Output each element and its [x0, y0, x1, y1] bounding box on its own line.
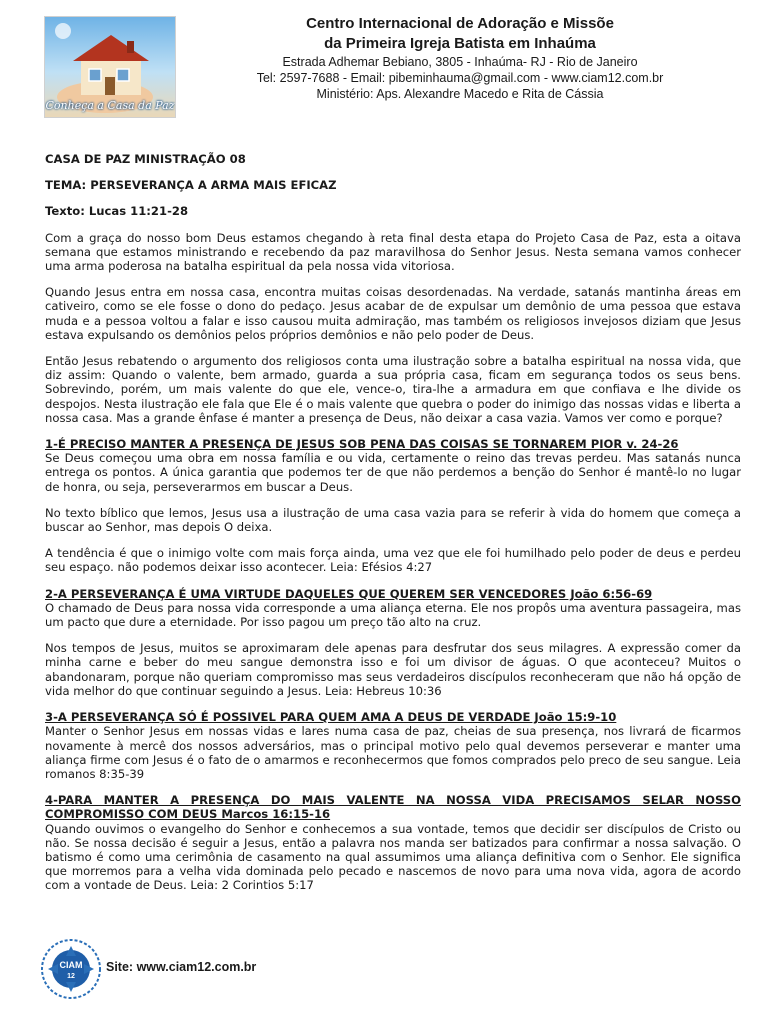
church-name-line1: Centro Internacional de Adoração e Missõe	[306, 15, 614, 32]
document-text-reference: Texto: Lucas 11:21-28	[45, 204, 189, 219]
section-title: 1-É PRECISO MANTER A PRESENÇA DE JESUS SOB PENA DAS COISAS SE TORNAREM PIOR v. 24-26	[45, 437, 679, 452]
page-footer	[40, 938, 340, 1002]
section-paragraph: No texto bíblico que lemos, Jesus usa a ilustração de uma casa vazia para se referir à vida do homem que começa a buscar ao Senhor, mas depois O deixa.	[45, 505, 741, 535]
church-info	[180, 14, 740, 102]
church-name-line2: da Primeira Igreja Batista em Inhaúma	[324, 35, 596, 52]
section-paragraph: A tendência é que o inimigo volte com mais força ainda, uma vez que ele foi humilhado pelo poder de deus e perdeu seu espaço. não podemos deixar isso acontecer. Leia: Efésios 4:27	[45, 546, 741, 575]
church-address: Estrada Adhemar Bebiano, 3805 - Inhaúma- RJ - Rio de Janeiro	[282, 55, 638, 69]
section-title: 4-PARA MANTER A PRESENÇA DO MAIS VALENTE NA NOSSA VIDA PRECISAMOS SELAR NOSSO COMPROMISSO COM DEUS Marcos 16:15-16	[45, 793, 741, 822]
logo-caption: Conheça a Casa da Paz	[45, 99, 175, 112]
document-body	[45, 152, 741, 905]
church-contact: Tel: 2597-7688 - Email: pibeminhauma@gmail.com - www.ciam12.com.br	[256, 71, 664, 85]
section-paragraph: Quando ouvimos o evangelho do Senhor e conhecemos a sua vontade, temos que decidir ser discípulos de Cristo ou não. Se nossa decisão é seguir a Jesus, então a palavra nos manda ser batizados para confirmar a nossa salvação. O batismo é como uma cerimônia de casamento na qual assumimos uma aliança definitiva com o Senhor. Ele significa que morremos para a velha vida dominada pelo pecado e nascemos de novo para uma nova vida, agora de acordo com a vontade de Deus. Leia: 2 Corintios 5:17	[45, 821, 741, 893]
seal-number: 12	[67, 973, 75, 980]
section-paragraph: Se Deus começou uma obra em nossa família e ou vida, certamente o reino das trevas perdeu. Mas satanás nunca entrega os pontos. A única garantia que podemos ter de que não perdemos a benção do Senhor é mantê-lo no lugar de honra, ou seja, perseverarmos em buscar a Deus.	[45, 451, 741, 494]
site-line	[106, 960, 256, 974]
site-url-link[interactable]: www.ciam12.com.br	[136, 960, 257, 974]
page-header	[44, 14, 734, 118]
section-paragraph: O chamado de Deus para nossa vida corresponde a uma aliança eterna. Ele nos propôs uma aventura passageira, mas um pacto que dure a eternidade. Por isso pagou um preço tão alto na cruz.	[45, 600, 741, 630]
casa-de-paz-logo	[44, 16, 176, 118]
section-paragraph: Manter o Senhor Jesus em nossas vidas e lares numa casa de paz, cheias de sua presença, nos livrará de ficarmos novamente à mercê dos nossos adversários, mas o principal motivo pelo qual devemos perseverar e manter uma aliança firme com Jesus é o fato de o amarmos e reconhecermos que fomos comprados pelo preco de seu sangue. Leia romanos 8:35-39	[45, 724, 741, 781]
seal-text: CIAM	[59, 960, 83, 970]
document-theme: TEMA: PERSEVERANÇA A ARMA MAIS EFICAZ	[45, 178, 337, 193]
document-heading: CASA DE PAZ MINISTRAÇÃO 08	[45, 152, 246, 166]
section-paragraph: Nos tempos de Jesus, muitos se aproximaram dele apenas para desfrutar dos seus milagres. A expressão comer da minha carne e beber do meu sangue demonstra isso e foi um divisor de águas. O que aconteceu? Muitos o abandonaram, porque não queriam compromisso mas seus verdadeiros discípulos reconheceram que não há opção de vida melhor do que continuar seguindo a Jesus. Leia: Hebreus 10:36	[45, 641, 741, 698]
intro-paragraph: Quando Jesus entra em nossa casa, encontra muitas coisas desordenadas. Na verdade, satanás mantinha áreas em cativeiro, como se ele fosse o dono do pedaço. Jesus acabar de de expulsar um demônio de uma pessoa que estava muda e a pessoa voltou a falar e isso causou muita admiração, mas também os religiosos invejosos diziam que Jesus estava expulsando os demônios pelos próprios demônios e não pelo poder de Deus.	[45, 285, 741, 342]
section-title: 3-A PERSEVERANÇA SÓ É POSSIVEL PARA QUEM AMA A DEUS DE VERDADE João 15:9-10	[45, 710, 617, 725]
ciam-seal-icon	[40, 938, 102, 1000]
section-title: 2-A PERSEVERANÇA É UMA VIRTUDE DAQUELES QUE QUEREM SER VENCEDORES João 6:56-69	[45, 586, 653, 601]
intro-paragraph: Com a graça do nosso bom Deus estamos chegando à reta final desta etapa do Projeto Casa de Paz, esta a oitava semana que estamos ministrando e recebendo da paz maravilhosa do Senhor Jesus. Nesta semana vamos conhecer uma arma poderosa na batalha espiritual da pela nossa vida vitoriosa.	[45, 230, 741, 274]
intro-paragraph: Então Jesus rebatendo o argumento dos religiosos conta uma ilustração sobre a batalha espiritual na nossa vida, que diz assim: Quando o valente, bem armado, guarda a sua própria casa, ficam em segurança todos os seus bens. Sobrevindo, porém, um mais valente do que ele, vence-o, tira-lhe a armadura em que confiava e lhe divide os despojos. Nesta ilustração ele fala que Ele é o mais valente que quebra o poder do inimigo das nossas vidas e liberta a nossa casa. Mas a grande ênfase é manter a presença de Deus, não deixar a casa vazia. Vamos ver como e porque?	[45, 354, 741, 425]
church-ministry: Ministério: Aps. Alexandre Macedo e Rita de Cássia	[316, 87, 604, 101]
site-label: Site:	[106, 960, 134, 974]
